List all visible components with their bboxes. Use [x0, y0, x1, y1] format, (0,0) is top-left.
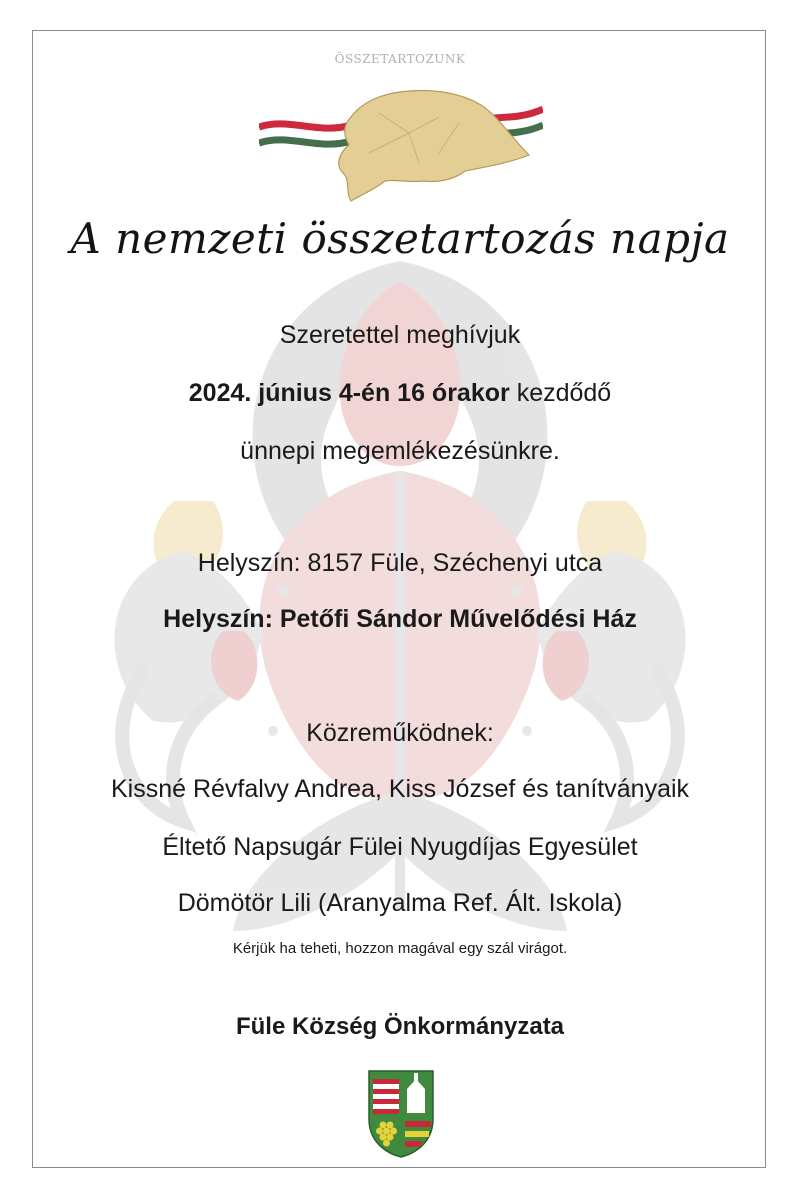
event-date: 2024. június 4-én 16 órakor [188, 379, 510, 407]
invitation-line: Szeretettel meghívjuk [279, 321, 521, 349]
date-suffix: kezdődő [509, 379, 612, 407]
note-text: Kérjük ha teheti, hozzon magával egy szál virágot. [232, 940, 568, 957]
contributors-heading: Közreműködnek: [306, 719, 494, 747]
contributor-item: Kissné Révfalvy Andrea, Kiss József és tanítványaik [110, 775, 690, 803]
hungary-map-flag-emblem [259, 83, 543, 203]
brand-text: ÖSSZETARTOZUNK [334, 52, 466, 66]
page-title: A nemzeti összetartozás napja [70, 214, 730, 263]
invitation-poster [32, 30, 766, 1168]
contributor-item: Dömötör Lili (Aranyalma Ref. Ált. Iskola) [177, 889, 623, 917]
organizer-name: Füle Község Önkormányzata [235, 1013, 565, 1040]
location-venue: Helyszín: Petőfi Sándor Művelődési Ház [163, 605, 637, 633]
location-address: Helyszín: 8157 Füle, Széchenyi utca [197, 549, 603, 577]
invitation-line: ünnepi megemlékezésünkre. [240, 437, 560, 465]
date-line [33, 379, 766, 408]
contributor-item: Éltető Napsugár Fülei Nyugdíjas Egyesület [162, 833, 638, 861]
coat-of-arms-icon [367, 1069, 435, 1159]
